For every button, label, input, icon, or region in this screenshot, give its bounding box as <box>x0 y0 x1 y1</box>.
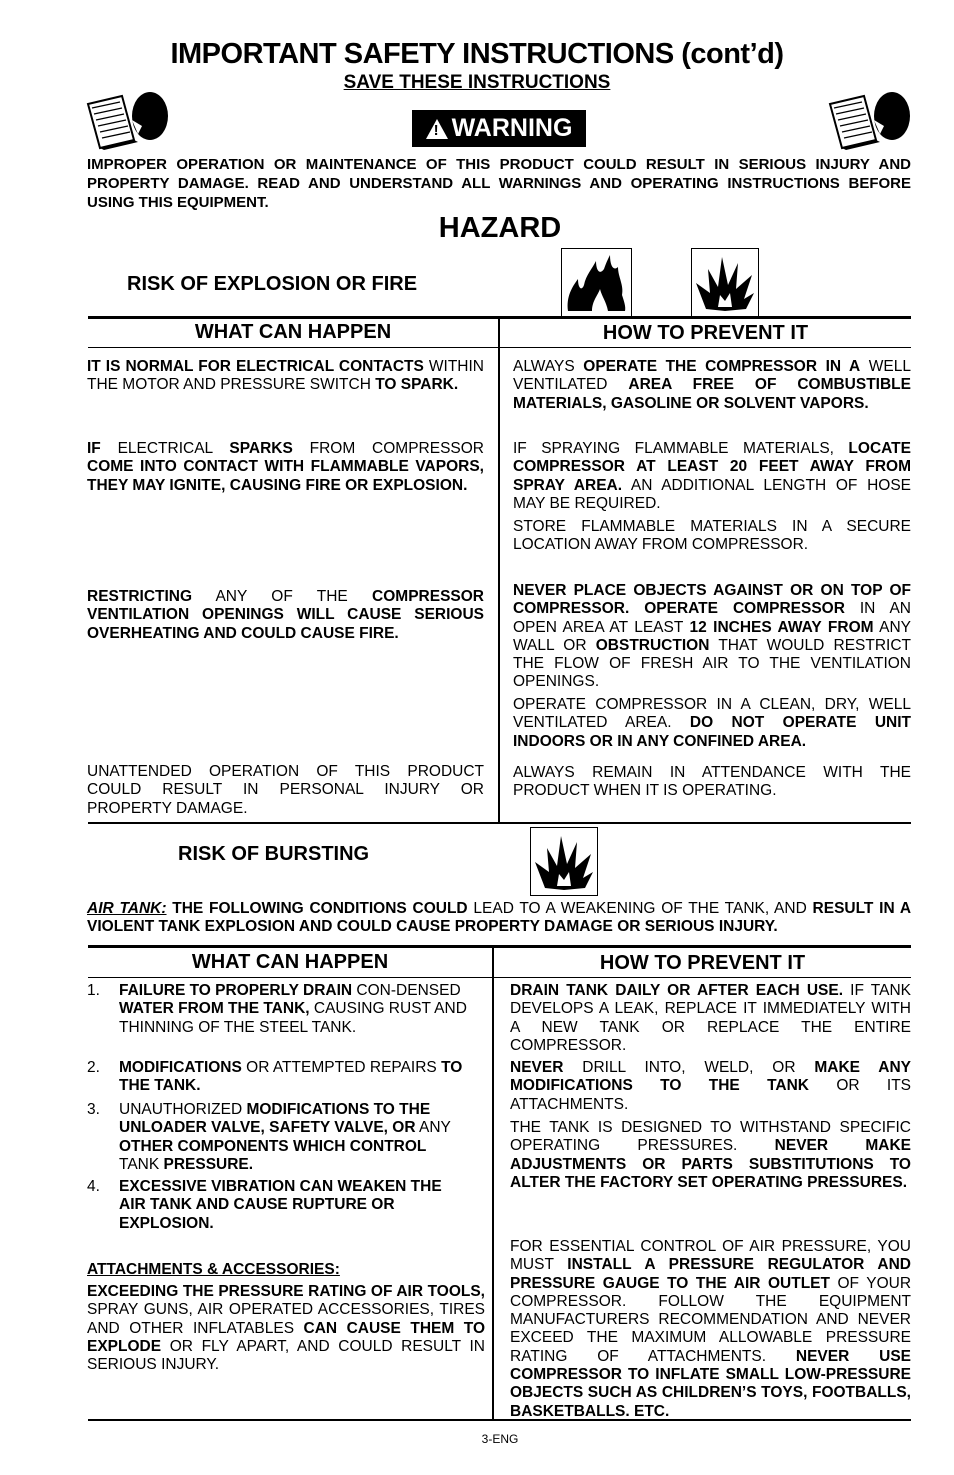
s2-prevent-2: NEVER DRILL INTO, WELD, OR MAKE ANY MODIFICATIONS TO THE TANK OR ITS ATTACHMENTS. <box>510 1059 912 1113</box>
col-what-can-happen: WHAT CAN HAPPEN <box>194 321 392 343</box>
s1-left-1: IT IS NORMAL FOR ELECTRICAL CONTACTS WITHIN THE MOTOR AND PRESSURE SWITCH TO SPARK. <box>87 358 485 394</box>
list-item: 3. UNAUTHORIZED MODIFICATIONS TO THE UNLOADER VALVE, SAFETY VALVE, OR ANY OTHER COMPONENTS WHICH CONTROL TANK PRESSURE. <box>87 1101 451 1173</box>
col-how-to-prevent: HOW TO PREVENT IT <box>602 322 809 344</box>
explosion-hazard-icon <box>691 248 759 317</box>
s1-right-3: NEVER PLACE OBJECTS AGAINST OR ON TOP OF COMPRESSOR. OPERATE COMPRESSOR IN AN OPEN AREA AT LEAST 12 INCHES AWAY FROM ANY WALL OR OBSTRUCTION THAT WOULD RESTRICT THE FLOW OF FRESH AIR TO THE VENTILATION OPENINGS. <box>513 582 911 691</box>
page-number: 3-ENG <box>481 1432 519 1446</box>
s1-right-1: ALWAYS OPERATE THE COMPRESSOR IN A WELL VENTILATED AREA FREE OF COMBUSTIBLE MATERIALS, GASOLINE OR SOLVENT VAPORS. <box>513 358 911 412</box>
s1-left-3: RESTRICTING ANY OF THE COMPRESSOR VENTILATION OPENINGS WILL CAUSE SERIOUS OVERHEATING AND COULD CAUSE FIRE. <box>87 588 484 642</box>
attachments-text: EXCEEDING THE PRESSURE RATING OF AIR TOOLS, SPRAY GUNS, AIR OPERATED ACCESSORIES, TIRES AND OTHER INFLATABLES CAN CAUSE THEM TO EXPLODE OR FLY APART, AND COULD RESULT IN SERIOUS INJURY. <box>87 1283 485 1374</box>
explosion-hazard-icon <box>530 827 598 896</box>
read-manual-icon <box>828 90 912 150</box>
s1-right-4: ALWAYS REMAIN IN ATTENDANCE WITH THE PRODUCT WHEN IT IS OPERATING. <box>513 764 911 800</box>
list-item: 1. FAILURE TO PROPERLY DRAIN CON-DENSED WATER FROM THE TANK, CAUSING RUST AND THINNING OF THE STEEL TANK. <box>87 982 467 1036</box>
table2-header-rule <box>88 977 911 978</box>
s2-prevent-4: FOR ESSENTIAL CONTROL OF AIR PRESSURE, YOU MUST INSTALL A PRESSURE REGULATOR AND PRESSURE GAUGE TO THE AIR OUTLET OF YOUR COMPRESSOR. FOLLOW THE EQUIPMENT MANUFACTURERS RECOMMENDATION AND NEVER EXCEED THE MAXIMUM ALLOWABLE PRESSURE RATING OF ATTACHMENTS. NEVER USE COMPRESSOR TO INFLATE SMALL LOW-PRESSURE OBJECTS SUCH AS CHILDREN’S TOYS, FOOTBALLS, BASKETBALLS. ETC. <box>510 1238 912 1420</box>
attachments-title: ATTACHMENTS & ACCESSORIES: <box>87 1261 340 1278</box>
air-tank-label: AIR TANK: <box>87 900 167 917</box>
table1-header-rule <box>88 347 911 348</box>
risk-explosion-fire-title: RISK OF EXPLOSION OR FIRE <box>127 273 418 295</box>
s2-prevent-3: THE TANK IS DESIGNED TO WITHSTAND SPECIFIC OPERATING PRESSURES. NEVER MAKE ADJUSTMENTS OR PARTS SUBSTITUTIONS TO ALTER THE FACTORY SET OPERATING PRESSURES. <box>510 1119 911 1191</box>
read-manual-icon <box>86 90 170 150</box>
table1-bottom-rule <box>88 822 911 824</box>
s1-right-3b: OPERATE COMPRESSOR IN A CLEAN, DRY, WELL VENTILATED AREA. DO NOT OPERATE UNIT INDOORS OR IN ANY CONFINED AREA. <box>513 696 911 750</box>
col-how-to-prevent-2: HOW TO PREVENT IT <box>599 952 806 974</box>
table1-column-divider <box>498 319 500 823</box>
col-what-can-happen-2: WHAT CAN HAPPEN <box>191 951 389 973</box>
warning-label: WARNING <box>451 114 573 142</box>
risk-bursting-title: RISK OF BURSTING <box>178 843 370 865</box>
air-tank-intro-text: THE FOLLOWING CONDITIONS COULD LEAD TO A WEAKENING OF THE TANK, AND RESULT IN A VIOLENT TANK EXPLOSION AND COULD CAUSE PROPERTY DAMAGE OR SERIOUS INJURY. <box>87 900 912 936</box>
s1-right-2b: STORE FLAMMABLE MATERIALS IN A SECURE LOCATION AWAY FROM COMPRESSOR. <box>513 518 911 554</box>
s2-prevent-1: DRAIN TANK DAILY OR AFTER EACH USE. IF TANK DEVELOPS A LEAK, REPLACE IT IMMEDIATELY WITH A NEW TANK OR REPLACE THE ENTIRE COMPRESSOR. <box>510 982 911 1054</box>
fire-hazard-icon <box>561 248 632 317</box>
save-instructions: SAVE THESE INSTRUCTIONS <box>343 72 611 93</box>
warning-banner <box>412 110 586 147</box>
air-tank-intro <box>87 900 911 937</box>
page-title: IMPORTANT SAFETY INSTRUCTIONS (cont’d) <box>170 38 784 70</box>
warning-text: IMPROPER OPERATION OR MAINTENANCE OF THIS PRODUCT COULD RESULT IN SERIOUS INJURY AND PROPERTY DAMAGE. READ AND UNDERSTAND ALL WARNINGS AND OPERATING INSTRUCTIONS BEFORE USING THIS EQUIPMENT. <box>87 156 911 211</box>
table2-column-divider <box>492 948 494 1420</box>
s1-left-4: UNATTENDED OPERATION OF THIS PRODUCT COULD RESULT IN PERSONAL INJURY OR PROPERTY DAMAGE. <box>87 763 484 817</box>
s1-right-2: IF SPRAYING FLAMMABLE MATERIALS, LOCATE COMPRESSOR AT LEAST 20 FEET AWAY FROM SPRAY AREA. AN ADDITIONAL LENGTH OF HOSE MAY BE REQUIRED. <box>513 440 911 512</box>
s1-left-2: IF ELECTRICAL SPARKS FROM COMPRESSOR COME INTO CONTACT WITH FLAMMABLE VAPORS, THEY MAY IGNITE, CAUSING FIRE OR EXPLOSION. <box>87 440 484 494</box>
list-item: 4. EXCESSIVE VIBRATION CAN WEAKEN THE AIR TANK AND CAUSE RUPTURE OR EXPLOSION. <box>87 1178 442 1232</box>
list-item: 2. MODIFICATIONS OR ATTEMPTED REPAIRS TO THE TANK. <box>87 1059 463 1095</box>
hazard-heading: HAZARD <box>438 212 562 244</box>
warning-triangle-icon <box>426 119 448 139</box>
table2-top-rule <box>88 945 911 948</box>
